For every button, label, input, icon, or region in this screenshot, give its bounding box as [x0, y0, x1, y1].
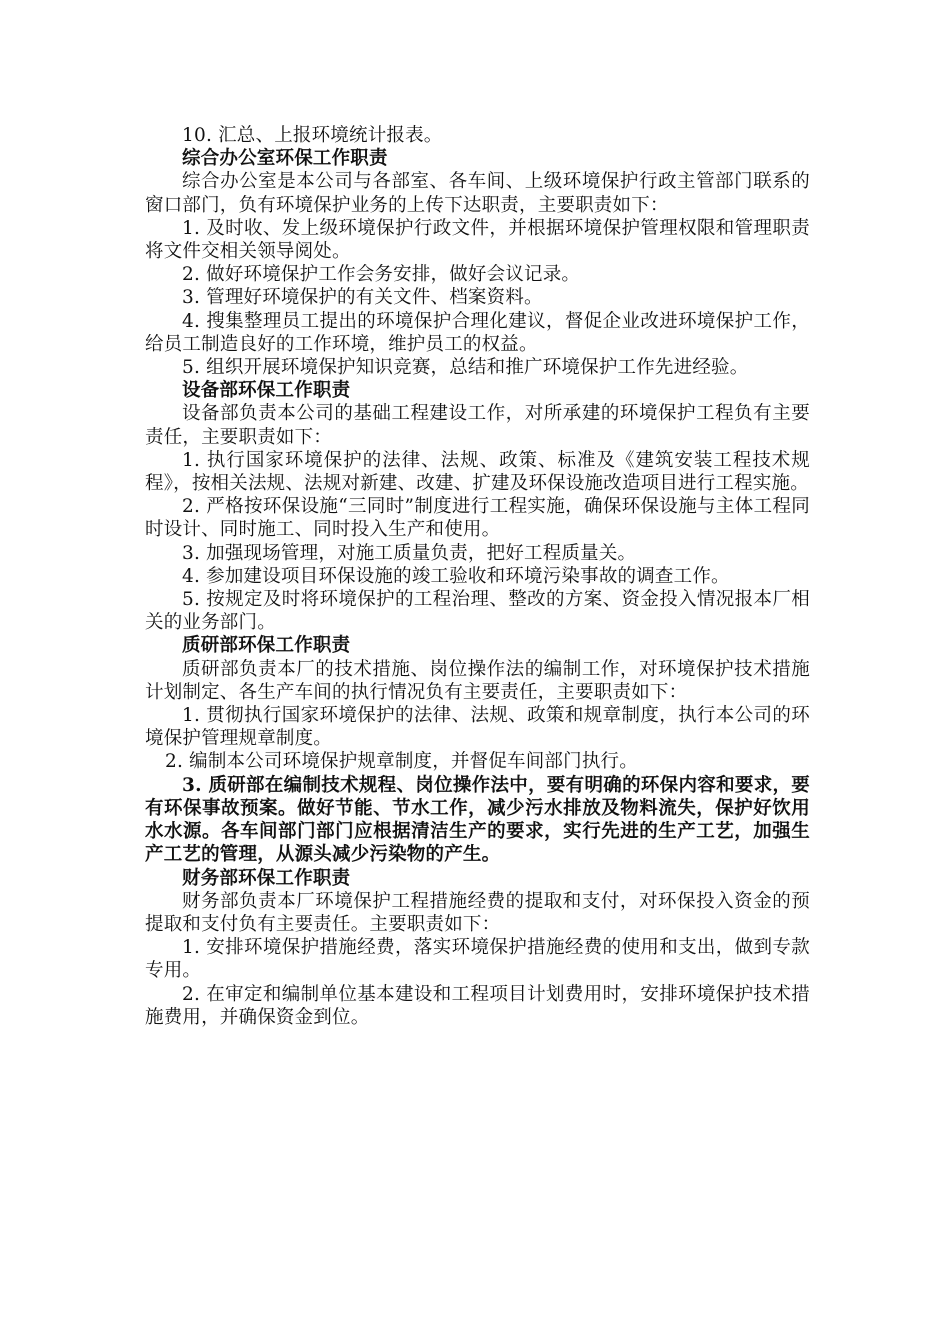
list-item: 3. 质研部在编制技术规程、岗位操作法中，要有明确的环保内容和要求，要有环保事故预案。做好节能、节水工作，减少污水排放及物料流失，保护好饮用水水源。各车间部门部门应根据清洁生产的要求，实行先进的生产工艺，加强生产工艺的管理，从源头减少污染物的产生。	[145, 774, 810, 866]
section-heading: 综合办公室环保工作职责	[182, 148, 388, 170]
section-heading: 质研部环保工作职责	[182, 635, 351, 657]
list-item: 2. 编制本公司环境保护规章制度，并督促车间部门执行。	[165, 751, 638, 773]
document-body	[145, 124, 810, 1029]
section-heading: 设备部环保工作职责	[182, 380, 351, 402]
list-item: 1. 执行国家环境保护的法律、法规、政策、标准及《建筑安装工程技术规程》，按相关法规、法规对新建、改建、扩建及环保设施改造项目进行工程实施。	[145, 449, 810, 495]
list-item: 5. 组织开展环境保护知识竞赛，总结和推广环境保护工作先进经验。	[182, 357, 749, 379]
list-item: 2. 严格按环保设施“三同时”制度进行工程实施，确保环保设施与主体工程同时设计、同时施工、同时投入生产和使用。	[145, 496, 810, 541]
list-item: 4. 参加建设项目环保设施的竣工验收和环境污染事故的调查工作。	[182, 565, 730, 587]
paragraph: 设备部负责本公司的基础工程建设工作，对所承建的环境保护工程负有主要责任，主要职责如下：	[145, 403, 810, 448]
section-heading: 财务部环保工作职责	[182, 867, 351, 889]
list-item: 2. 做好环境保护工作会务安排，做好会议记录。	[182, 264, 581, 286]
list-item: 4. 搜集整理员工提出的环境保护合理化建议，督促企业改进环境保护工作，给员工制造良好的工作环境，维护员工的权益。	[145, 310, 810, 355]
list-item: 3. 加强现场管理，对施工质量负责，把好工程质量关。	[182, 542, 637, 564]
list-item: 5. 按规定及时将环境保护的工程治理、整改的方案、资金投入情况报本厂相关的业务部门。	[145, 589, 810, 634]
list-item: 1. 贯彻执行国家环境保护的法律、法规、政策和规章制度，执行本公司的环境保护管理规章制度。	[145, 705, 810, 750]
list-item: 1. 安排环境保护措施经费，落实环境保护措施经费的使用和支出，做到专款专用。	[145, 937, 810, 982]
paragraph: 财务部负责本厂环境保护工程措施经费的提取和支付，对环保投入资金的预提取和支付负有主要责任。主要职责如下：	[145, 890, 810, 935]
list-item: 10. 汇总、上报环境统计报表。	[182, 125, 443, 146]
list-item: 3. 管理好环境保护的有关文件、档案资料。	[182, 287, 543, 309]
list-item: 1. 及时收、发上级环境保护行政文件，并根据环境保护管理权限和管理职责将文件交相关领导阅处。	[145, 217, 810, 263]
paragraph: 综合办公室是本公司与各部室、各车间、上级环境保护行政主管部门联系的窗口部门，负有环境保护业务的上传下达职责，主要职责如下：	[145, 171, 810, 216]
list-item: 2. 在审定和编制单位基本建设和工程项目计划费用时，安排环境保护技术措施费用，并确保资金到位。	[145, 983, 810, 1028]
paragraph: 质研部负责本厂的技术措施、岗位操作法的编制工作，对环境保护技术措施计划制定、各生产车间的执行情况负有主要责任，主要职责如下：	[145, 658, 810, 703]
